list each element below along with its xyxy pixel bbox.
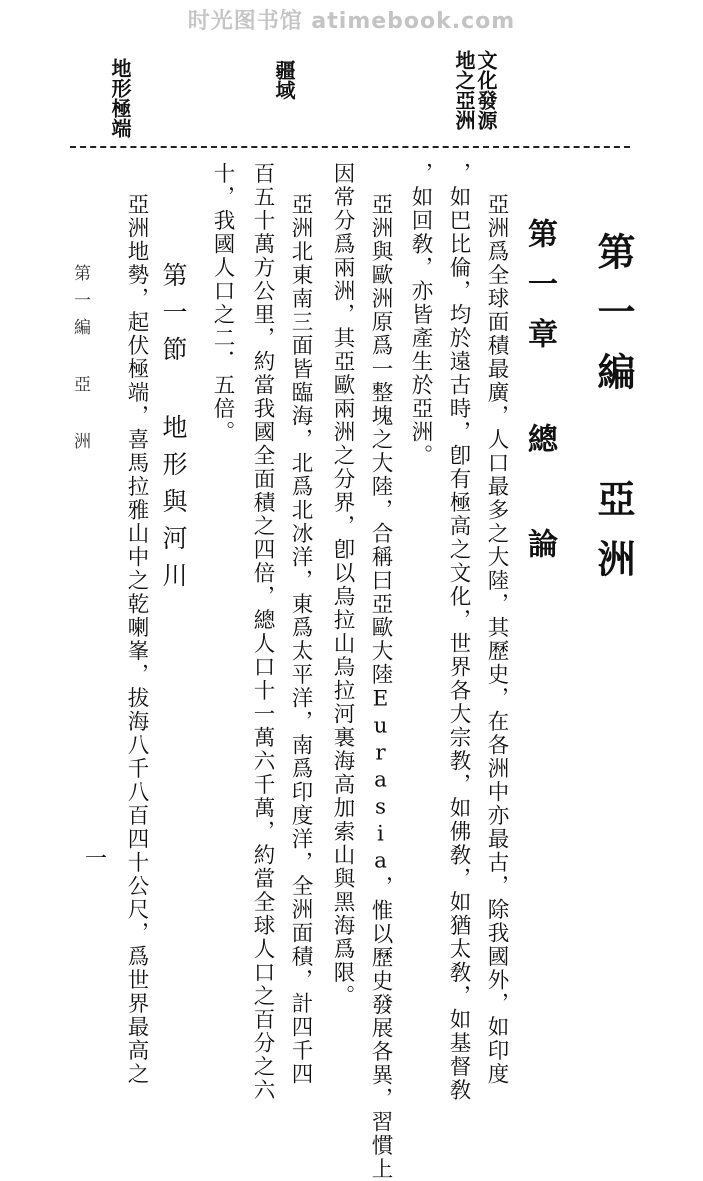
margin-note-terrain: 地形極端 — [108, 58, 132, 138]
chapter-heading: 第一章 總 論 — [522, 218, 557, 578]
paragraph-line: 亞洲爲全球面積最廣，人口最多之大陸，其歷史，在各洲中亦最古，除我國外，如印度 — [484, 193, 509, 1086]
running-head: 第一編 亞 洲 — [70, 264, 90, 459]
paragraph-line: 亞洲北東南三面皆臨海，北爲北冰洋，東爲太平洋，南爲印度洋，全洲面積，計四千四 — [288, 193, 313, 1086]
paragraph-line: ，如回敎，亦皆產生於亞洲。 — [408, 162, 433, 468]
paragraph-line: 百五十萬方公里，約當我國全面積之四倍，總人口十一萬六千萬，約當全球人口之百分之六 — [250, 162, 275, 1102]
watermark: 时光图书馆 atimebook.com — [187, 9, 516, 34]
page-number: 一 — [84, 847, 107, 872]
paragraph-line: 亞洲與歐洲原爲一整塊之大陸，合稱曰亞歐大陸Eurasia，惟以歷史發展各異，習慣上 — [368, 193, 393, 1181]
margin-divider-rule — [70, 146, 630, 148]
part-title: 第一編 亞洲 — [591, 232, 636, 599]
paragraph-line: ，如巴比倫，均於遠古時，卽有極高之文化，世界各大宗教，如佛敎，如猶太敎，如基督敎 — [446, 162, 471, 1102]
paragraph-line: 十，我國人口之二．五倍。 — [210, 162, 235, 444]
margin-note-territory: 疆域 — [272, 60, 296, 100]
margin-note-culture: 文化發源地之亞洲 — [452, 50, 498, 130]
paragraph-line: 因常分爲兩洲，其亞歐兩洲之分界，卽以烏拉山烏拉河裏海高加索山與黑海爲限。 — [330, 162, 355, 1008]
section-heading: 第一節 地形與河川 — [159, 262, 188, 599]
paragraph-line: 亞洲地勢，起伏極端，喜馬拉雅山中之乾喇峯，拔海八千八百四十公尺，爲世界最高之 — [124, 193, 149, 1086]
